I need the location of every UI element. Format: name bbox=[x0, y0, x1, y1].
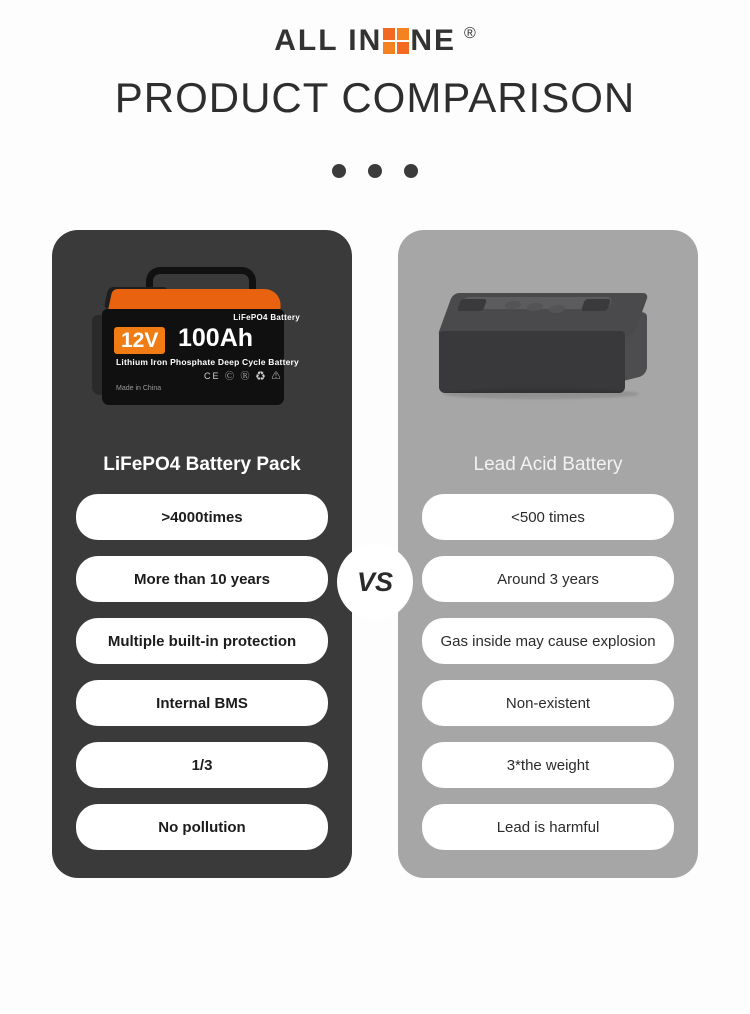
spec-item: Lead is harmful bbox=[422, 804, 674, 850]
page-title: PRODUCT COMPARISON bbox=[114, 74, 636, 121]
spec-item: Around 3 years bbox=[422, 556, 674, 602]
dot-icon bbox=[332, 164, 346, 178]
spec-item: More than 10 years bbox=[76, 556, 328, 602]
puzzle-icon bbox=[383, 28, 409, 54]
product-origin-label: Made in China bbox=[116, 385, 162, 392]
spec-item: Gas inside may cause explosion bbox=[422, 618, 674, 664]
spec-item: Multiple built-in protection bbox=[76, 618, 328, 664]
brand-wordmark bbox=[274, 24, 456, 58]
spec-item: <500 times bbox=[422, 494, 674, 540]
spec-list-lead-acid bbox=[398, 494, 698, 850]
panel-title-lifepo4: LiFePO4 Battery Pack bbox=[103, 454, 301, 475]
brand-text-part1: ALL IN bbox=[274, 24, 383, 57]
lead-acid-battery-image bbox=[398, 252, 698, 448]
product-subtitle-label: Lithium Iron Phosphate Deep Cycle Battery bbox=[116, 357, 299, 367]
spec-item: No pollution bbox=[76, 804, 328, 850]
product-brand-label: LiFePO4 Battery bbox=[233, 313, 300, 322]
vs-badge: VS bbox=[337, 544, 413, 620]
product-capacity-label: 100Ah bbox=[178, 324, 254, 352]
spec-item: 1/3 bbox=[76, 742, 328, 788]
brand-text-part2: NE bbox=[410, 24, 456, 57]
certification-icons: CE Ⓒ Ⓡ ♻ ⚠ bbox=[204, 371, 283, 381]
spec-item: Non-existent bbox=[422, 680, 674, 726]
spec-item: Internal BMS bbox=[76, 680, 328, 726]
panel-lifepo4 bbox=[52, 230, 352, 878]
dot-icon bbox=[368, 164, 382, 178]
comparison-section bbox=[0, 230, 750, 878]
spec-list-lifepo4 bbox=[52, 494, 352, 850]
product-voltage-label: 12V bbox=[114, 327, 165, 354]
panel-title-lead-acid: Lead Acid Battery bbox=[473, 454, 623, 475]
lifepo4-battery-image bbox=[52, 252, 352, 448]
dot-separator bbox=[0, 164, 750, 178]
brand-logo bbox=[0, 24, 750, 60]
panel-lead-acid bbox=[398, 230, 698, 878]
dot-icon bbox=[404, 164, 418, 178]
registered-trademark-icon: ® bbox=[464, 25, 476, 42]
spec-item: >4000times bbox=[76, 494, 328, 540]
spec-item: 3*the weight bbox=[422, 742, 674, 788]
